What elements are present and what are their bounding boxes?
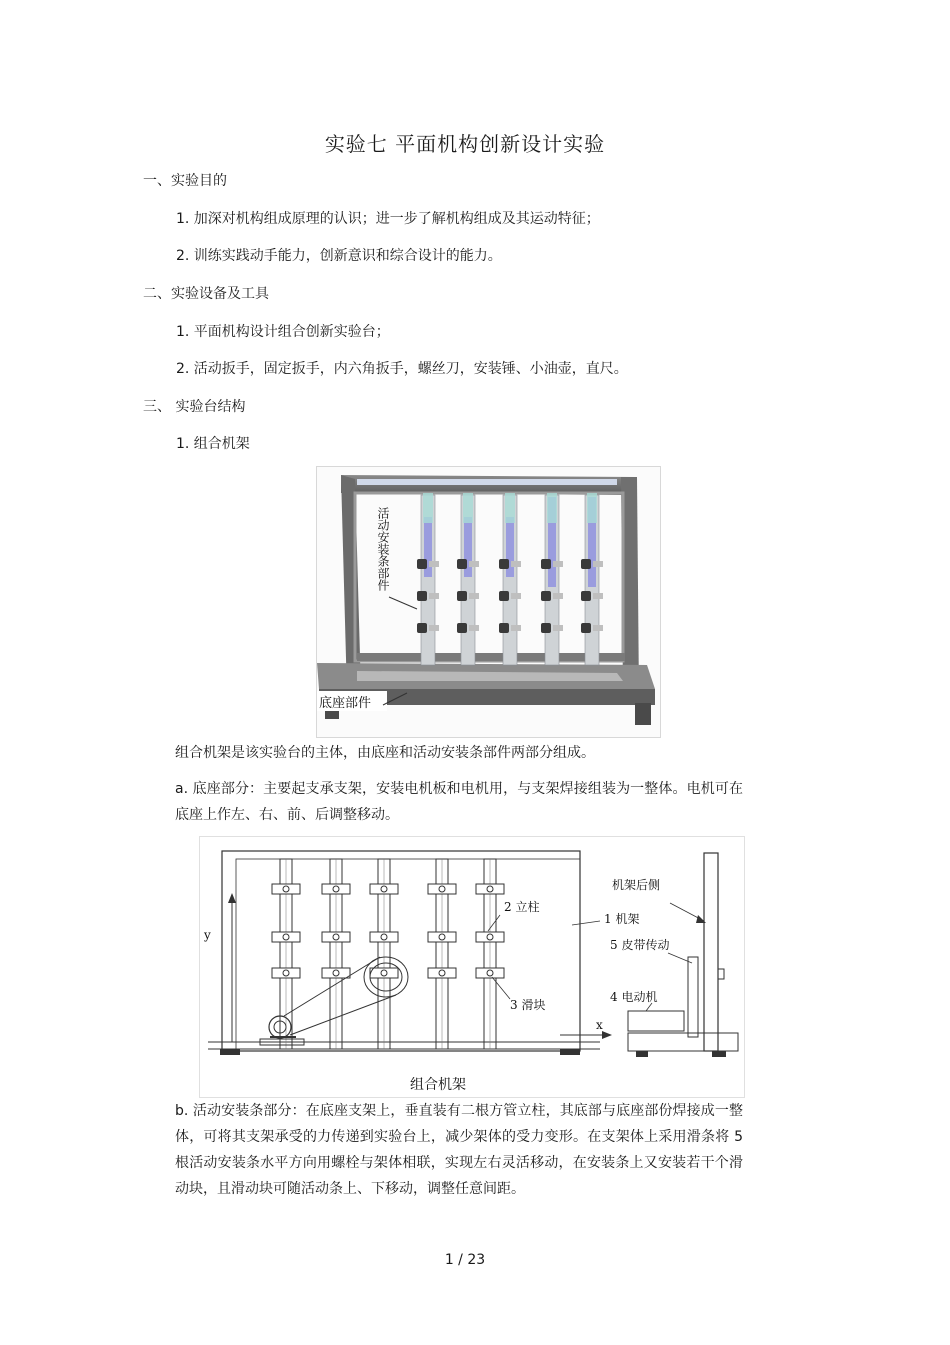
column-label: 2 立柱 — [504, 900, 540, 914]
section-heading-structure: 三、 实验台结构 — [143, 399, 246, 415]
combined-frame-drawing — [199, 836, 745, 1098]
x-axis-label: x — [596, 1018, 603, 1032]
frame-label: 1 机架 — [604, 912, 640, 926]
vertical-column — [370, 859, 398, 1049]
mounting-strip — [457, 493, 479, 665]
mounting-strip — [581, 493, 603, 665]
section-heading-purpose: 一、实验目的 — [143, 173, 227, 189]
vertical-column — [428, 859, 456, 1049]
section-heading-equipment: 二、实验设备及工具 — [143, 286, 269, 302]
page-number: 1 / 23 — [444, 1252, 486, 1268]
combined-frame-photo — [316, 466, 661, 738]
mounting-strip — [417, 493, 439, 665]
slider-label: 3 滑块 — [510, 998, 546, 1012]
paragraph-strips — [143, 1098, 743, 1202]
base-parts-label: 底座部件 — [319, 696, 372, 711]
base-description-text: a. 底座部分：主要起支承支架，安装电机板和电机用，与支架焊接组装为一整体。电机可在底座上作左、右、前、后调整移动。 — [175, 781, 743, 823]
strip-parts-label: 活动安装条部件 — [376, 507, 390, 591]
paragraph-frame-intro — [143, 740, 743, 766]
mounting-strip — [541, 493, 563, 665]
paragraph-base — [143, 776, 743, 828]
purpose-item-2: 2. 训练实践动手能力，创新意识和综合设计的能力。 — [176, 248, 502, 264]
mounting-strip — [499, 493, 521, 665]
frame-intro-text: 组合机架是该实验台的主体，由底座和活动安装条部件两部分组成。 — [175, 745, 595, 761]
strips-description-text: b. 活动安装条部分：在底座支架上，垂直装有二根方管立柱，其底部与底座部份焊接成一整体，可将其支架承受的力传递到实验台上，减少架体的受力变形。在支架体上采用滑条将 5 根活动安装条水平方向用螺栓与架体相联，实现左右灵活移动，在安装条上又安装若干个滑动块，且滑动块可随活动条上、下移动，调整任意间距。 — [175, 1103, 743, 1197]
page-title: 实验七 平面机构创新设计实验 — [324, 132, 606, 156]
vertical-column — [272, 859, 300, 1049]
vertical-column — [322, 859, 350, 1049]
equipment-item-1: 1. 平面机构设计组合创新实验台； — [176, 324, 390, 340]
drawing-caption: 组合机架 — [410, 1077, 466, 1093]
vertical-column — [476, 859, 504, 1049]
equipment-item-2: 2. 活动扳手，固定扳手，内六角扳手，螺丝刀，安装锤、小油壶，直尺。 — [176, 361, 628, 377]
purpose-item-1: 1. 加深对机构组成原理的认识；进一步了解机构组成及其运动特征； — [176, 211, 600, 227]
y-axis-label: y — [204, 928, 211, 942]
structure-item-1: 1. 组合机架 — [176, 436, 250, 452]
motor-label: 4 电动机 — [610, 990, 658, 1004]
rear-side-label: 机架后侧 — [612, 878, 661, 892]
belt-drive-label: 5 皮带传动 — [610, 938, 670, 952]
